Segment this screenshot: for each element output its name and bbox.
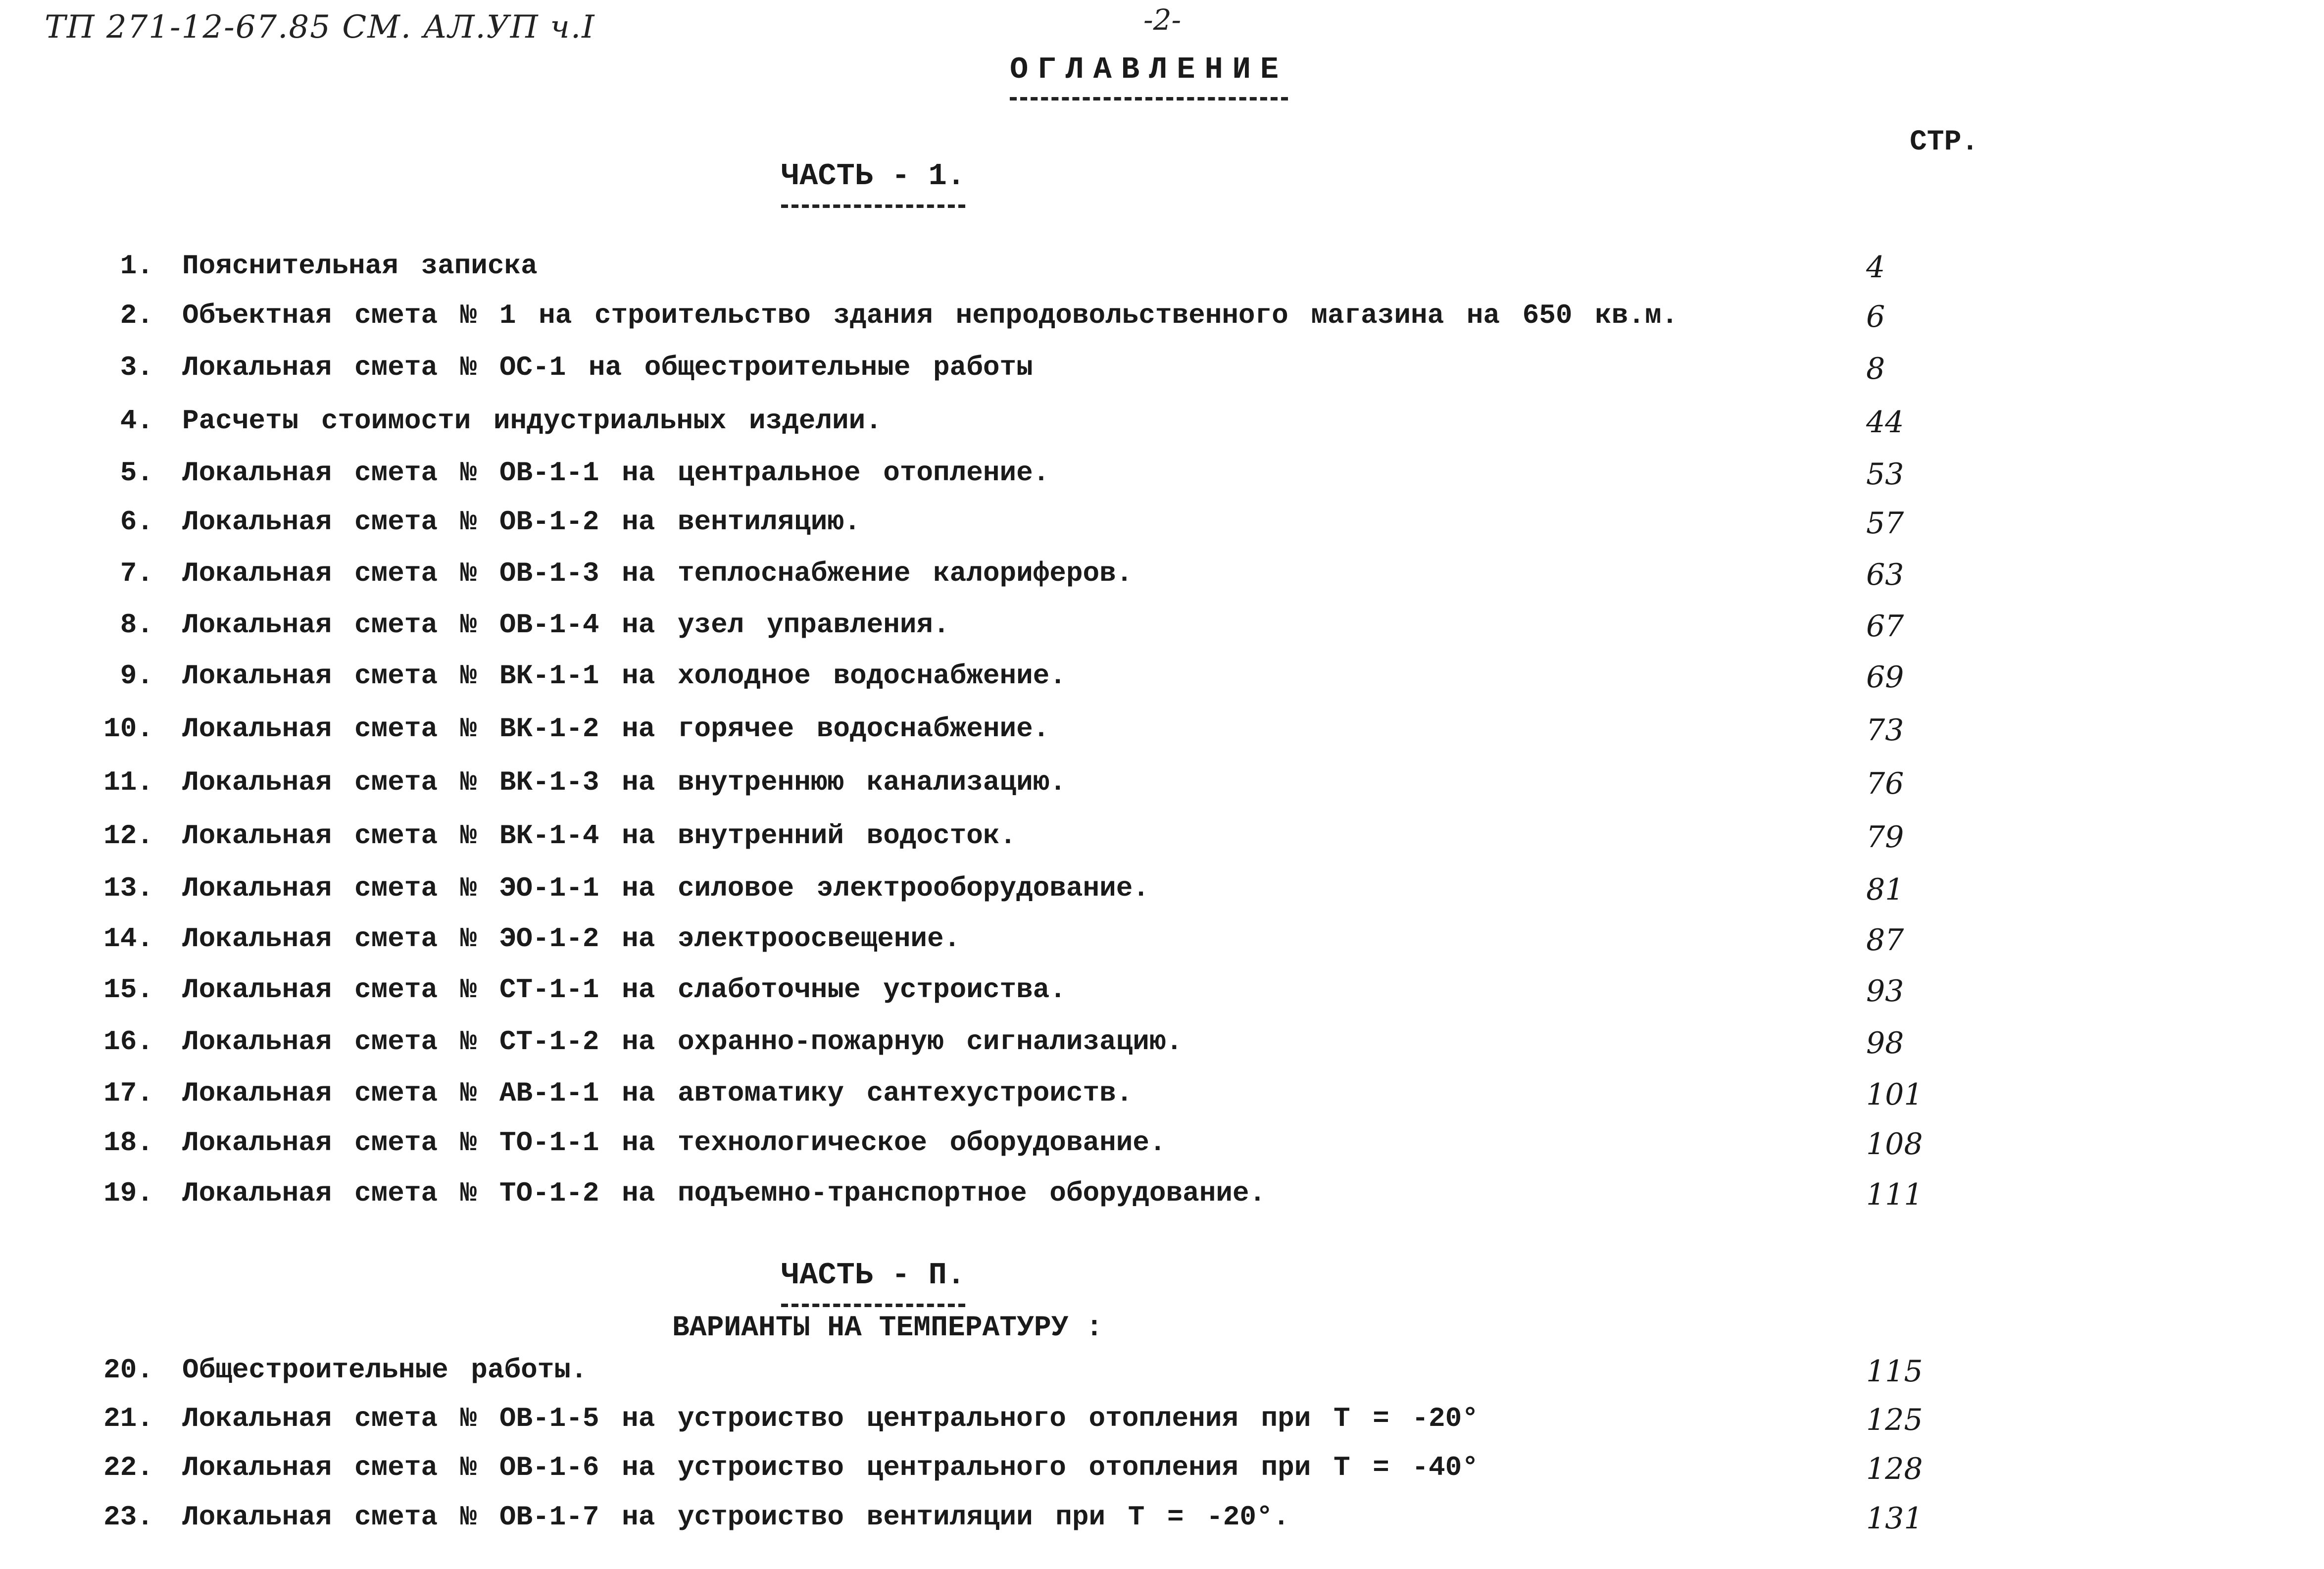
toc-entry <box>0 974 2324 1013</box>
entry-title: Локальная смета № СТ-1-2 на охранно-пожарную сигнализацию. <box>182 1026 1183 1058</box>
entry-page: 4 <box>1866 250 1885 285</box>
entry-title: Локальная смета № ТО-1-2 на подъемно-транспортное оборудование. <box>182 1177 1266 1209</box>
entry-page: 93 <box>1866 974 1904 1009</box>
entry-number: 16. <box>103 1026 153 1058</box>
toc-entry <box>0 1354 2324 1394</box>
entry-title: Локальная смета № ОВ-1-5 на устроиство центрального отопления при Т = -20° <box>182 1403 1479 1434</box>
entry-title: Пояснительная записка <box>182 250 538 282</box>
entry-page: 98 <box>1866 1026 1904 1061</box>
toc-entry <box>0 250 2324 290</box>
entry-page: 87 <box>1866 923 1904 958</box>
entry-title: Локальная смета № ЭО-1-2 на электроосвещение. <box>182 923 961 955</box>
entry-number: 22. <box>103 1452 153 1483</box>
entry-title: Объектная смета № 1 на строительство здания непродовольственного магазина на 650 кв.м. <box>182 300 1679 331</box>
toc-entry <box>0 660 2324 700</box>
document-code: ТП 271-12-67.85 СМ. АЛ.УП ч.I <box>45 9 595 46</box>
toc-entry <box>0 1127 2324 1166</box>
entry-number: 2. <box>120 300 153 331</box>
toc-entry <box>0 872 2324 912</box>
page-number: -2- <box>1143 3 1182 37</box>
entry-number: 8. <box>120 609 153 641</box>
entry-page: 79 <box>1866 820 1904 855</box>
entry-title: Локальная смета № ОВ-1-1 на центральное отопление. <box>182 457 1050 489</box>
toc-entry <box>0 405 2324 445</box>
entry-title: Локальная смета № ОВ-1-6 на устроиство центрального отопления при Т = -40° <box>182 1452 1479 1483</box>
entry-title: Локальная смета № ОВ-1-4 на узел управления. <box>182 609 950 641</box>
entry-page: 111 <box>1866 1177 1923 1212</box>
toc-entry <box>0 1501 2324 1541</box>
entry-page: 76 <box>1866 766 1904 801</box>
toc-entry <box>0 1403 2324 1442</box>
entry-page: 44 <box>1866 405 1904 440</box>
entry-page: 101 <box>1866 1077 1923 1112</box>
entry-number: 14. <box>103 923 153 955</box>
entry-title: Локальная смета № ОВ-1-7 на устроиство вентиляции при Т = -20°. <box>182 1501 1290 1533</box>
entry-title: Локальная смета № ВК-1-3 на внутреннюю канализацию. <box>182 766 1066 798</box>
entry-title: Локальная смета № ВК-1-2 на горячее водоснабжение. <box>182 713 1050 745</box>
entry-page: 8 <box>1866 352 1885 386</box>
variants-heading: ВАРИАНТЫ НА ТЕМПЕРАТУРУ : <box>672 1312 1103 1344</box>
toc-entry <box>0 1452 2324 1491</box>
entry-title: Локальная смета № ОВ-1-2 на вентиляцию. <box>182 506 861 538</box>
toc-entry <box>0 300 2324 339</box>
part-1-heading: ЧАСТЬ - 1. <box>781 158 965 208</box>
entry-number: 23. <box>103 1501 153 1533</box>
entry-page: 6 <box>1866 300 1885 334</box>
toc-entry <box>0 506 2324 546</box>
entry-number: 3. <box>120 352 153 383</box>
entry-title: Локальная смета № ВК-1-4 на внутренний водосток. <box>182 820 1017 852</box>
toc-entry <box>0 609 2324 649</box>
entry-page: 67 <box>1866 609 1904 644</box>
entry-page: 108 <box>1866 1127 1923 1162</box>
entry-title: Общестроительные работы. <box>182 1354 588 1386</box>
entry-title: Расчеты стоимости индустриальных изделии. <box>182 405 882 437</box>
entry-number: 18. <box>103 1127 153 1159</box>
entry-title: Локальная смета № АВ-1-1 на автоматику сантехустроиств. <box>182 1077 1133 1109</box>
entry-page: 53 <box>1866 457 1904 492</box>
toc-entry <box>0 557 2324 597</box>
entry-number: 17. <box>103 1077 153 1109</box>
part-2-heading: ЧАСТЬ - П. <box>781 1258 965 1307</box>
entry-page: 69 <box>1866 660 1904 695</box>
toc-entry <box>0 1177 2324 1217</box>
entry-number: 9. <box>120 660 153 692</box>
entry-number: 6. <box>120 506 153 538</box>
entry-title: Локальная смета № ВК-1-1 на холодное водоснабжение. <box>182 660 1066 692</box>
entry-page: 115 <box>1866 1354 1923 1389</box>
entry-number: 7. <box>120 557 153 589</box>
entry-title: Локальная смета № ТО-1-1 на технологическое оборудование. <box>182 1127 1166 1159</box>
entry-page: 73 <box>1866 713 1904 748</box>
entry-title: Локальная смета № ЭО-1-1 на силовое электрооборудование. <box>182 872 1149 904</box>
toc-entry <box>0 352 2324 391</box>
toc-entry <box>0 820 2324 860</box>
entry-title: Локальная смета № СТ-1-1 на слаботочные устроиства. <box>182 974 1066 1006</box>
entry-number: 12. <box>103 820 153 852</box>
entry-number: 4. <box>120 405 153 437</box>
toc-entry <box>0 457 2324 497</box>
entry-number: 11. <box>103 766 153 798</box>
pages-column-label: СТР. <box>1910 126 1979 158</box>
entry-page: 81 <box>1866 872 1904 907</box>
entry-number: 13. <box>103 872 153 904</box>
entry-page: 128 <box>1866 1452 1923 1486</box>
toc-entry <box>0 1077 2324 1117</box>
entry-title: Локальная смета № ОС-1 на общестроительные работы <box>182 352 1033 383</box>
entry-page: 57 <box>1866 506 1904 541</box>
table-of-contents-title: ОГЛАВЛЕНИЕ <box>1010 52 1288 101</box>
entry-number: 20. <box>103 1354 153 1386</box>
entry-page: 125 <box>1866 1403 1923 1437</box>
entry-number: 19. <box>103 1177 153 1209</box>
toc-entry <box>0 1026 2324 1065</box>
toc-entry <box>0 713 2324 753</box>
entry-number: 21. <box>103 1403 153 1434</box>
toc-entry <box>0 923 2324 962</box>
entry-title: Локальная смета № ОВ-1-3 на теплоснабжение калориферов. <box>182 557 1133 589</box>
entry-number: 15. <box>103 974 153 1006</box>
entry-number: 10. <box>103 713 153 745</box>
entry-page: 63 <box>1866 557 1904 592</box>
entry-number: 5. <box>120 457 153 489</box>
entry-page: 131 <box>1866 1501 1923 1536</box>
toc-entry <box>0 766 2324 806</box>
entry-number: 1. <box>120 250 153 282</box>
